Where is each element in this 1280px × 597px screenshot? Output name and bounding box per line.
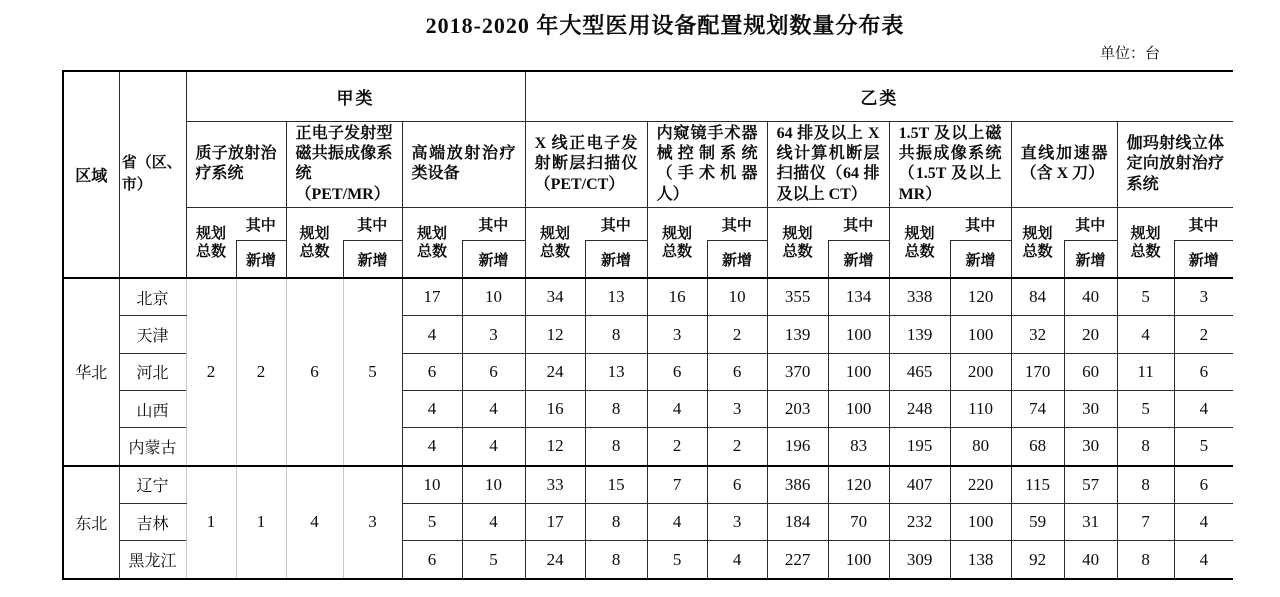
value-cell: 4 [707,541,767,579]
value-cell: 2 [647,428,707,466]
value-cell: 8 [585,390,647,427]
value-cell: 6 [1174,466,1233,504]
value-cell: 139 [889,316,950,353]
subheader-of-which-cell: 其中 [707,208,767,241]
merged-value-cell: 1 [236,466,286,579]
value-cell: 34 [525,278,585,316]
value-cell: 10 [402,466,462,504]
subheader-plan-total-cell [647,208,707,278]
value-cell: 8 [585,504,647,541]
value-cell: 5 [402,504,462,541]
value-cell: 83 [828,428,889,466]
equipment-header-row [63,121,1233,208]
value-cell: 138 [950,541,1011,579]
merged-value-cell: 1 [186,466,236,579]
value-cell: 4 [462,504,525,541]
province-cell: 吉林 [119,504,186,541]
value-cell: 6 [462,353,525,390]
subheader-top-row [63,208,1233,241]
value-cell: 20 [1064,316,1117,353]
province-cell: 天津 [119,316,186,353]
subheader-new-cell: 新增 [1174,241,1233,278]
value-cell: 4 [402,390,462,427]
merged-value-cell: 2 [186,278,236,466]
subheader-new-cell: 新增 [707,241,767,278]
subheader-plan-total-cell [286,208,343,278]
value-cell: 195 [889,428,950,466]
subheader-plan-total-label: 规划总数 [782,225,813,260]
value-cell: 232 [889,504,950,541]
value-cell: 115 [1011,466,1064,504]
value-cell: 5 [1117,278,1174,316]
value-cell: 200 [950,353,1011,390]
value-cell: 6 [707,353,767,390]
subheader-of-which-cell: 其中 [236,208,286,241]
value-cell: 74 [1011,390,1064,427]
value-cell: 80 [950,428,1011,466]
value-cell: 4 [462,390,525,427]
equipment-header-cell: 正电子发射型磁共振成像系统（PET/MR） [286,121,402,208]
value-cell: 10 [462,466,525,504]
subheader-new-cell: 新增 [950,241,1011,278]
value-cell: 220 [950,466,1011,504]
value-cell: 40 [1064,541,1117,579]
category-a-header: 甲类 [186,71,525,121]
subheader-new-cell: 新增 [585,241,647,278]
value-cell: 386 [767,466,828,504]
value-cell: 92 [1011,541,1064,579]
province-column-header [119,71,186,278]
value-cell: 5 [1117,390,1174,427]
data-row [63,278,1233,316]
value-cell: 100 [828,390,889,427]
value-cell: 203 [767,390,828,427]
merged-value-cell: 5 [343,278,402,466]
value-cell: 4 [402,428,462,466]
province-cell: 河北 [119,353,186,390]
merged-value-cell: 3 [343,466,402,579]
equipment-header-cell: 质子放射治疗系统 [186,121,286,208]
value-cell: 7 [1117,504,1174,541]
value-cell: 4 [1117,316,1174,353]
equipment-header-cell: 伽玛射线立体定向放射治疗系统 [1117,121,1233,208]
value-cell: 4 [647,504,707,541]
value-cell: 32 [1011,316,1064,353]
province-cell: 北京 [119,278,186,316]
region-column-header: 区域 [63,71,119,278]
equipment-header-cell: X 线正电子发射断层扫描仪（PET/CT） [525,121,647,208]
subheader-new-cell: 新增 [343,241,402,278]
value-cell: 8 [585,428,647,466]
value-cell: 4 [1174,504,1233,541]
value-cell: 6 [647,353,707,390]
province-column-header-label: 省（区、市） [121,154,182,194]
value-cell: 3 [707,390,767,427]
value-cell: 8 [585,316,647,353]
value-cell: 5 [1174,428,1233,466]
value-cell: 70 [828,504,889,541]
value-cell: 68 [1011,428,1064,466]
value-cell: 184 [767,504,828,541]
value-cell: 12 [525,428,585,466]
subheader-plan-total-label: 规划总数 [1130,225,1161,260]
value-cell: 17 [525,504,585,541]
subheader-plan-total-cell [767,208,828,278]
subheader-of-which-cell: 其中 [462,208,525,241]
value-cell: 309 [889,541,950,579]
value-cell: 4 [1174,390,1233,427]
subheader-plan-total-label: 规划总数 [299,225,330,260]
subheader-plan-total-label: 规划总数 [195,225,226,260]
value-cell: 227 [767,541,828,579]
value-cell: 100 [950,316,1011,353]
value-cell: 5 [647,541,707,579]
subheader-new-cell: 新增 [236,241,286,278]
value-cell: 8 [1117,428,1174,466]
region-cell: 东北 [63,466,119,579]
category-b-header: 乙类 [525,71,1233,121]
value-cell: 2 [1174,316,1233,353]
value-cell: 16 [647,278,707,316]
unit-note: 单位：台 [1099,46,1160,62]
value-cell: 16 [525,390,585,427]
value-cell: 6 [402,541,462,579]
value-cell: 110 [950,390,1011,427]
equipment-header-cell: 64 排及以上 X 线计算机断层扫描仪（64 排及以上 CT） [767,121,889,208]
province-cell: 黑龙江 [119,541,186,579]
subheader-of-which-cell: 其中 [585,208,647,241]
subheader-new-cell: 新增 [462,241,525,278]
subheader-of-which-cell: 其中 [950,208,1011,241]
value-cell: 60 [1064,353,1117,390]
subheader-plan-total-cell [186,208,236,278]
value-cell: 59 [1011,504,1064,541]
subheader-plan-total-cell [889,208,950,278]
value-cell: 3 [462,316,525,353]
value-cell: 31 [1064,504,1117,541]
value-cell: 40 [1064,278,1117,316]
data-row [63,466,1233,504]
value-cell: 10 [707,278,767,316]
value-cell: 3 [707,504,767,541]
value-cell: 6 [707,466,767,504]
value-cell: 84 [1011,278,1064,316]
value-cell: 139 [767,316,828,353]
value-cell: 13 [585,278,647,316]
subheader-of-which-cell: 其中 [1174,208,1233,241]
value-cell: 134 [828,278,889,316]
value-cell: 15 [585,466,647,504]
value-cell: 3 [647,316,707,353]
merged-value-cell: 6 [286,278,343,466]
value-cell: 196 [767,428,828,466]
page-title: 2018-2020 年大型医用设备配置规划数量分布表 [425,13,905,38]
value-cell: 4 [462,428,525,466]
category-band-row [63,71,1233,121]
value-cell: 11 [1117,353,1174,390]
value-cell: 10 [462,278,525,316]
equipment-header-cell: 内窥镜手术器械控制系统（手术机器人） [647,121,767,208]
value-cell: 120 [950,278,1011,316]
value-cell: 355 [767,278,828,316]
value-cell: 465 [889,353,950,390]
value-cell: 4 [647,390,707,427]
value-cell: 8 [1117,541,1174,579]
subheader-of-which-cell: 其中 [1064,208,1117,241]
value-cell: 30 [1064,390,1117,427]
value-cell: 407 [889,466,950,504]
value-cell: 6 [402,353,462,390]
value-cell: 13 [585,353,647,390]
equipment-planning-table [62,70,1233,580]
value-cell: 100 [828,353,889,390]
merged-value-cell: 2 [236,278,286,466]
value-cell: 370 [767,353,828,390]
value-cell: 2 [707,428,767,466]
value-cell: 100 [950,504,1011,541]
value-cell: 6 [1174,353,1233,390]
value-cell: 24 [525,541,585,579]
equipment-header-cell: 高端放射治疗类设备 [402,121,525,208]
value-cell: 100 [828,541,889,579]
value-cell: 4 [1174,541,1233,579]
value-cell: 120 [828,466,889,504]
subheader-new-cell: 新增 [828,241,889,278]
value-cell: 4 [402,316,462,353]
value-cell: 24 [525,353,585,390]
subheader-plan-total-cell [525,208,585,278]
subheader-of-which-cell: 其中 [828,208,889,241]
value-cell: 338 [889,278,950,316]
province-cell: 内蒙古 [119,428,186,466]
value-cell: 17 [402,278,462,316]
value-cell: 5 [462,541,525,579]
value-cell: 8 [585,541,647,579]
value-cell: 3 [1174,278,1233,316]
value-cell: 100 [828,316,889,353]
subheader-new-cell: 新增 [1064,241,1117,278]
subheader-of-which-cell: 其中 [343,208,402,241]
subheader-plan-total-label: 规划总数 [540,225,571,260]
equipment-header-cell: 1.5T 及以上磁共振成像系统（1.5T 及以上 MR） [889,121,1011,208]
subheader-plan-total-label: 规划总数 [416,225,447,260]
subheader-plan-total-cell [1117,208,1174,278]
subheader-plan-total-label: 规划总数 [662,225,693,260]
subheader-plan-total-cell [1011,208,1064,278]
province-cell: 山西 [119,390,186,427]
value-cell: 30 [1064,428,1117,466]
value-cell: 8 [1117,466,1174,504]
region-cell: 华北 [63,278,119,466]
province-cell: 辽宁 [119,466,186,504]
value-cell: 2 [707,316,767,353]
value-cell: 57 [1064,466,1117,504]
value-cell: 170 [1011,353,1064,390]
value-cell: 12 [525,316,585,353]
equipment-header-cell: 直线加速器（含 X 刀） [1011,121,1117,208]
merged-value-cell: 4 [286,466,343,579]
value-cell: 33 [525,466,585,504]
subheader-plan-total-cell [402,208,462,278]
value-cell: 248 [889,390,950,427]
subheader-plan-total-label: 规划总数 [904,225,935,260]
subheader-plan-total-label: 规划总数 [1022,225,1053,260]
value-cell: 7 [647,466,707,504]
